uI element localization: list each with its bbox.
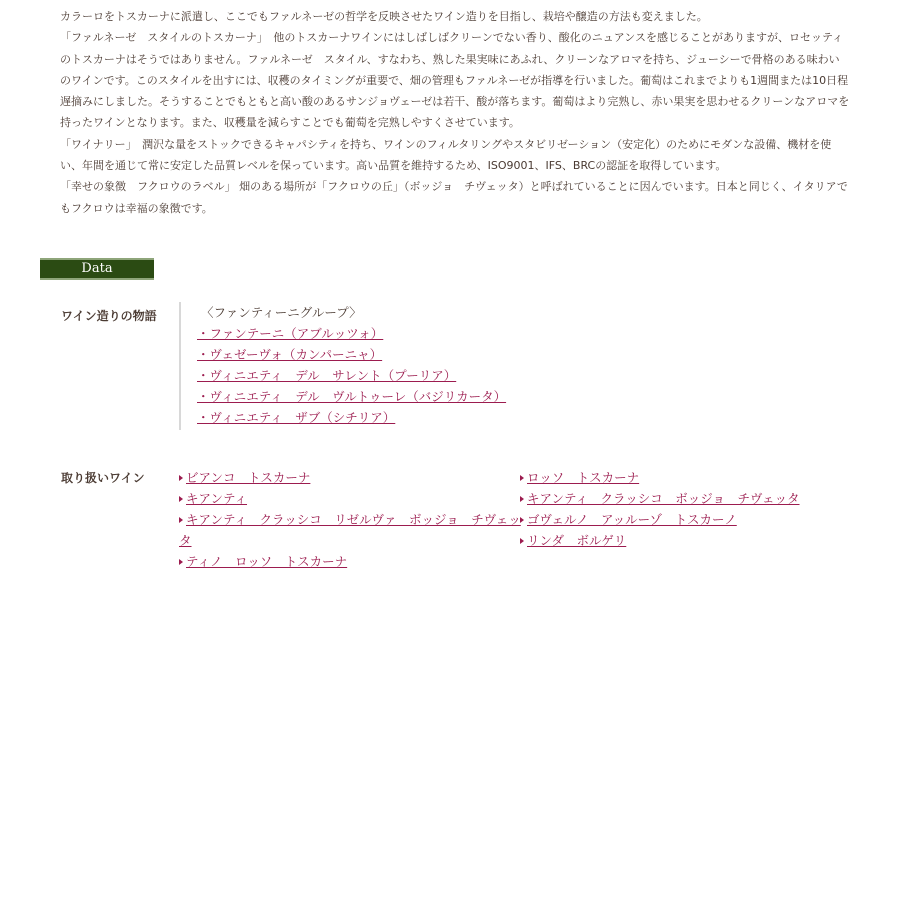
intro-paragraph-4: 「幸せの象徴 フクロウのラベル」 畑のある場所が「フクロウの丘」（ボッジョ チヴェッタ）と呼ばれていることに因んでいます。日本と同じく、イタリアでもフクロウは幸福の象徴です。 xyxy=(60,180,848,215)
wine-link-label: キアンティ xyxy=(186,491,248,506)
wine-link[interactable] xyxy=(520,530,820,551)
story-label: ワイン造りの物語 xyxy=(61,309,157,323)
wines-label: 取り扱いワイン xyxy=(61,471,145,485)
group-link-vesevo[interactable]: ・ヴェゼーヴォ（カンパーニャ） xyxy=(197,347,383,362)
wine-link-label: ビアンコ トスカーナ xyxy=(186,470,311,485)
intro-paragraph-2: 「ファルネーゼ スタイルのトスカーナ」 他のトスカーナワインにはしばしばクリーンでない香り、酸化のニュアンスを感じることがありますが、ロセッティのトスカーナはそうではありません。ファルネーゼ スタイル、すなわち、熟した果実味にあふれ、クリーンなアロマを持ち、ジューシーで骨格のある味わいのワインです。このスタイルを出すには、収穫のタイミングが重要で、畑の管理もファルネーゼが指導を行いました。葡萄はこれまでよりも1週間または10日程遅摘みにしました。そうすることでもともと高い酸のあるサンジョヴェーゼは若干、酸が落ちます。葡萄はより完熟し、赤い果実を思わせるクリーンなアロマを持ったワインとなります。また、収穫量を減らすことでも葡萄を完熟しやすくさせています。 xyxy=(60,31,850,130)
arrow-icon xyxy=(520,517,524,523)
arrow-icon xyxy=(520,475,524,481)
wine-link[interactable] xyxy=(520,509,820,530)
arrow-icon xyxy=(179,496,183,502)
arrow-icon xyxy=(520,496,524,502)
wine-link-label: キアンティ クラッシコ ボッジョ チヴェッタ xyxy=(527,491,800,506)
arrow-icon xyxy=(179,517,183,523)
wine-link[interactable] xyxy=(179,467,521,488)
group-label: 〈ファンティーニグループ〉 xyxy=(201,305,362,320)
arrow-icon xyxy=(179,559,183,565)
arrow-icon xyxy=(520,538,524,544)
intro-paragraph-1: カラーロをトスカーナに派遣し、ここでもファルネーゼの哲学を反映させたワイン造りを目指し、栽培や醸造の方法も変えました。 xyxy=(60,10,708,23)
group-link-zabu[interactable]: ・ヴィニエティ ザブ（シチリア） xyxy=(197,410,396,425)
group-link-vulture[interactable]: ・ヴィニエティ デル ヴルトゥーレ（バジリカータ） xyxy=(197,389,507,404)
wine-link[interactable] xyxy=(179,551,521,572)
wine-link[interactable] xyxy=(179,509,521,551)
wine-link-label: リンダ ボルゲリ xyxy=(527,533,627,548)
wine-link-label: キアンティ クラッシコ リゼルヴァ ボッジョ チヴェッタ xyxy=(179,512,521,548)
group-link-salento[interactable]: ・ヴィニエティ デル サレント（プーリア） xyxy=(197,368,457,383)
intro-text xyxy=(60,6,850,219)
wine-link-label: ロッソ トスカーナ xyxy=(527,470,640,485)
arrow-icon xyxy=(179,475,183,481)
wine-link[interactable] xyxy=(179,488,521,509)
story-list xyxy=(179,302,506,430)
wine-link-label: ゴヴェルノ アッルーゾ トスカーノ xyxy=(527,512,737,527)
group-link-fantini[interactable]: ・ファンテーニ（アブルッツォ） xyxy=(197,326,384,341)
intro-paragraph-3: 「ワイナリー」 潤沢な量をストックできるキャパシティを持ち、ワインのフィルタリングやスタビリゼーション（安定化）のためにモダンな設備、機材を使い、年間を通じて常に安定した品質レベルを保っています。高い品質を維持するため、ISO9001、IFS、BRCの認証を取得しています。 xyxy=(60,137,832,173)
wine-link[interactable] xyxy=(520,488,820,509)
wine-link-label: ティノ ロッソ トスカーナ xyxy=(186,554,348,569)
wines-right-column xyxy=(520,467,820,551)
wines-left-column xyxy=(179,467,521,572)
wine-link[interactable] xyxy=(520,467,820,488)
data-section-header: Data xyxy=(40,258,154,280)
